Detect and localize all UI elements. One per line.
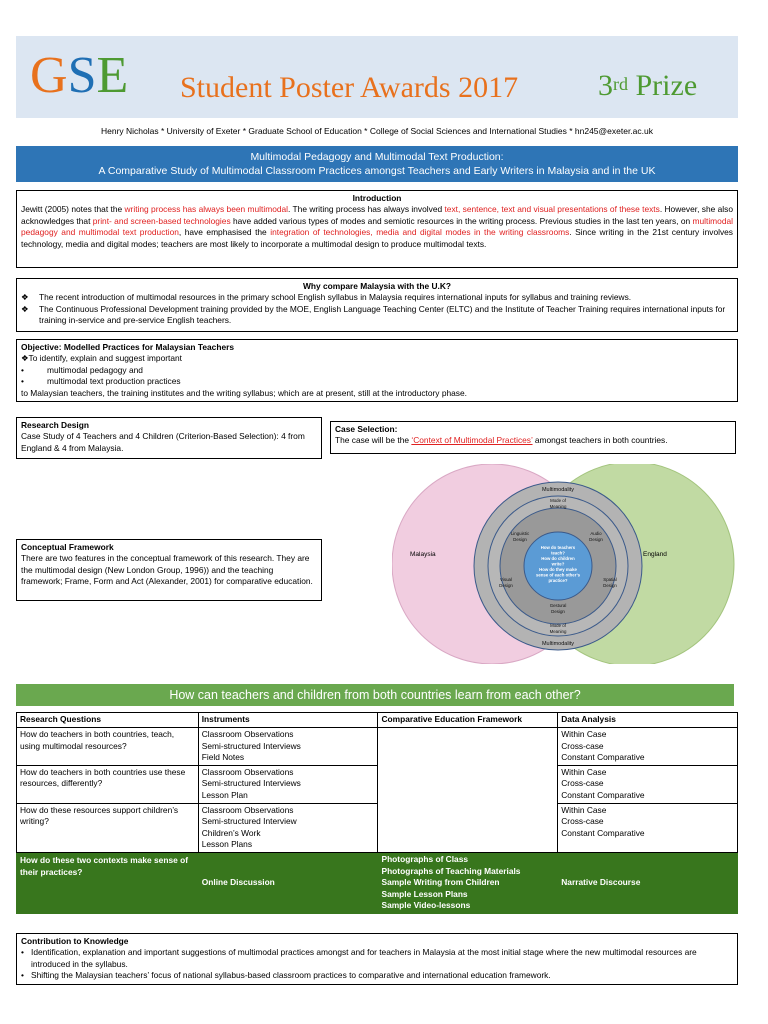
- logo-letter-e: E: [96, 47, 129, 104]
- list-item: [21, 970, 733, 981]
- objective-closing: to Malaysian teachers, the training institutes and the writing syllabus; which are at present, still at the introductory phase.: [21, 387, 467, 398]
- intro-text-part: . However, she also acknowledges that: [21, 204, 733, 226]
- cell-line: Constant Comparative: [561, 827, 645, 838]
- analysis-cell: [558, 803, 738, 852]
- core-question: How do they make: [539, 567, 577, 572]
- mode-top-label: Meaning: [549, 504, 567, 509]
- cell-line: Field Notes: [201, 752, 245, 763]
- linguistic-label: Linguistic: [510, 531, 530, 536]
- malaysia-label: Malaysia: [410, 551, 436, 558]
- list-item-text: The recent introduction of multimodal resources in the primary school English syllabus in Malaysia requires international inputs for syllabus and training reviews.: [39, 292, 632, 303]
- conceptual-framework-box: [16, 539, 322, 601]
- core-question: How do teachers: [540, 545, 576, 550]
- intro-highlight: text, sentence, text and visual presentations of these texts: [444, 204, 660, 215]
- research-questions-table: [16, 712, 738, 914]
- contribution-title: Contribution to Knowledge: [21, 936, 129, 946]
- prize-suffix: rd: [613, 74, 628, 94]
- intro-text-part: . The writing process has always involved: [288, 204, 445, 215]
- cell-line: Classroom Observations: [201, 804, 294, 815]
- conceptual-title: Conceptual Framework: [21, 542, 114, 552]
- poster-title: Student Poster Awards 2017: [180, 71, 519, 104]
- study-title-line2: A Comparative Study of Multimodal Classroom Practices amongst Teachers and Early Writers in Malaysia and in the UK: [98, 165, 656, 177]
- analysis-cell: [558, 765, 738, 803]
- research-question-cell: How do these resources support children’s writing?: [17, 803, 199, 852]
- column-header: Research Questions: [17, 713, 199, 728]
- instruments-cell: Online Discussion: [198, 852, 378, 913]
- cell-line: Within Case: [561, 804, 607, 815]
- intro-highlight: integration of technologies, media and digital modes in the writing classrooms: [270, 227, 570, 238]
- case-highlight: ‘Context of Multimodal Practices’: [411, 435, 533, 446]
- logo-letter-g: G: [30, 47, 68, 104]
- cell-line: Photographs of Teaching Materials: [381, 865, 521, 876]
- research-question-cell: How do teachers in both countries use these resources, differently?: [17, 765, 199, 803]
- bullet-icon: •: [21, 364, 24, 375]
- bullet-icon: •: [21, 970, 24, 981]
- list-item: [21, 292, 733, 303]
- table-row: [17, 852, 738, 913]
- intro-highlight: print- and screen-based technologies: [92, 215, 231, 226]
- list-item: [21, 365, 733, 376]
- analysis-cell: Narrative Discourse: [558, 852, 738, 913]
- cell-line: Sample Video-lessons: [381, 900, 471, 911]
- list-item-text: The Continuous Professional Development training provided by the MOE, English Language Teaching Center (ELTC) and the Institute of Teacher Training requires international inputs for training in-service and pre-service English teachers.: [39, 303, 726, 326]
- cell-line: Semi-structured Interview: [201, 816, 297, 827]
- cell-line: Cross-case: [561, 816, 604, 827]
- prize-word: Prize: [635, 69, 698, 102]
- multimodality-bottom-label: Multimodality: [541, 641, 575, 647]
- why-compare-title: Why compare Malaysia with the U.K?: [303, 281, 451, 291]
- cell-line: Constant Comparative: [561, 752, 645, 763]
- table-row: [17, 765, 738, 803]
- instruments-cell: [198, 728, 378, 766]
- objective-lead: ❖To identify, explain and suggest important: [21, 353, 182, 364]
- objective-box: [16, 339, 738, 402]
- core-question: sense of each other’s: [536, 572, 580, 578]
- mode-bottom-label: Meaning: [549, 629, 567, 634]
- england-label: England: [643, 551, 667, 558]
- core-question: practice?: [548, 578, 568, 583]
- table-row: [17, 803, 738, 852]
- cell-line: Lesson Plan: [201, 789, 248, 800]
- column-header: Comparative Education Framework: [378, 713, 558, 728]
- list-item-text: Shifting the Malaysian teachers’ focus of national syllabus-based classroom practices to comparative and international education framework.: [31, 970, 551, 981]
- instruments-cell: [198, 765, 378, 803]
- visual-label: Design: [499, 583, 513, 588]
- analysis-cell: [558, 728, 738, 766]
- intro-text-part: Jewitt (2005) notes that the: [21, 204, 125, 215]
- case-text-part: amongst teachers in both countries.: [532, 435, 668, 446]
- column-header: Data Analysis: [558, 713, 738, 728]
- cell-line: Cross-case: [561, 740, 604, 751]
- cell-line: Cross-case: [561, 778, 604, 789]
- research-design-title: Research Design: [21, 420, 89, 430]
- intro-text-part: . Since writing in the 21st century involves technology, media and digital modes; teachers are most likely to incorporate a multimodal design to produce multimodal texts.: [21, 227, 733, 249]
- cell-line: Semi-structured Interviews: [201, 778, 301, 789]
- visual-label: Visual: [500, 577, 512, 582]
- author-line: Henry Nicholas * University of Exeter * Graduate School of Education * College of Social Sciences and International Studies * hn245@exeter.ac.uk: [101, 126, 653, 136]
- research-design-text: Case Study of 4 Teachers and 4 Children (Criterion-Based Selection): 4 from England & 4 from Malaysia.: [21, 431, 305, 453]
- question-banner: How can teachers and children from both countries learn from each other?: [16, 684, 734, 706]
- audio-label: Design: [589, 537, 603, 542]
- list-item-text: Identification, explanation and important suggestions of multimodal practices amongst and for teachers in Malaysia at the most initial stage where the new multimodal resources are introduced in the syllabus.: [31, 947, 697, 969]
- cell-line: Within Case: [561, 729, 607, 739]
- research-question-cell: How do these two contexts make sense of their practices?: [17, 852, 199, 913]
- instruments-cell: [198, 803, 378, 852]
- prize-number: 3: [598, 69, 613, 102]
- bullet-icon: •: [21, 376, 24, 387]
- venn-framework-diagram: [392, 464, 742, 664]
- spatial-label: Spatial: [603, 577, 617, 582]
- case-selection-title: Case Selection:: [335, 424, 398, 434]
- study-title-line1: Multimodal Pedagogy and Multimodal Text Production:: [250, 151, 504, 163]
- cell-line: Photographs of Class: [381, 853, 469, 864]
- list-item: [21, 376, 733, 387]
- column-header: Instruments: [198, 713, 378, 728]
- framework-cell: [378, 852, 558, 913]
- gestural-label: Gestural: [549, 603, 567, 608]
- logo-letter-s: S: [67, 47, 97, 104]
- cell-line: Sample Lesson Plans: [381, 888, 468, 899]
- cell-line: Children’s Work: [201, 827, 261, 838]
- cell-line: Constant Comparative: [561, 789, 645, 800]
- objective-title: Objective: Modelled Practices for Malaysian Teachers: [21, 342, 235, 352]
- multimodality-top-label: Multimodality: [541, 487, 575, 493]
- why-compare-box: [16, 278, 738, 332]
- intro-highlight: writing process has always been multimodal: [124, 204, 289, 215]
- research-question-cell: How do teachers in both countries, teach, using multimodal resources?: [17, 728, 199, 766]
- linguistic-label: Design: [513, 537, 527, 542]
- case-selection-text: [335, 435, 731, 446]
- mode-top-label: Mode of: [550, 498, 566, 503]
- research-design-box: [16, 417, 322, 459]
- spatial-label: Design: [603, 583, 617, 588]
- cell-line: Lesson Plans: [201, 839, 253, 850]
- mode-bottom-label: Mode of: [550, 623, 566, 628]
- study-title-banner: [16, 146, 738, 182]
- intro-text-part: have added various types of modes and semiotic resources in the writing process. Previous studies in the last ten years, on: [230, 215, 693, 226]
- prize-label: [598, 66, 697, 106]
- intro-text-part: , have emphasised the: [178, 227, 271, 238]
- cell-line: Sample Writing from Children: [381, 877, 500, 888]
- conceptual-text: There are two features in the conceptual framework of this research. They are the multimodal design (New London Group, 1996)) and the teaching framework; Frame, Form and Act (Alexander, 2001) for comparative education.: [21, 553, 313, 587]
- list-item: [21, 304, 733, 327]
- list-item-text: multimodal pedagogy and: [47, 364, 143, 375]
- introduction-box: [16, 190, 738, 268]
- core-question: teach?: [551, 550, 565, 556]
- table-row: [17, 728, 738, 766]
- table-header-row: [17, 713, 738, 728]
- case-text-part: The case will be the: [335, 435, 412, 446]
- intro-highlight: multimodal pedagogy and multimodal text production: [21, 215, 733, 238]
- gestural-label: Design: [551, 609, 565, 614]
- contribution-box: [16, 933, 738, 985]
- cell-line: Classroom Observations: [201, 729, 294, 739]
- diamond-bullet-icon: ❖: [21, 292, 29, 303]
- core-question: How do children: [541, 556, 575, 561]
- cell-line: Semi-structured Interviews: [201, 740, 301, 751]
- cell-line: Classroom Observations: [201, 766, 294, 777]
- list-item: [21, 947, 733, 970]
- audio-label: Audio: [590, 531, 602, 536]
- list-item-text: multimodal text production practices: [47, 376, 181, 387]
- case-selection-box: [330, 421, 736, 454]
- bullet-icon: •: [21, 947, 24, 958]
- diamond-bullet-icon: ❖: [21, 303, 29, 314]
- framework-cell: [378, 728, 558, 853]
- core-question: write?: [551, 561, 565, 567]
- introduction-text: [21, 204, 733, 250]
- gse-logo: [30, 48, 128, 104]
- introduction-title: Introduction: [352, 193, 402, 203]
- cell-line: Within Case: [561, 766, 607, 777]
